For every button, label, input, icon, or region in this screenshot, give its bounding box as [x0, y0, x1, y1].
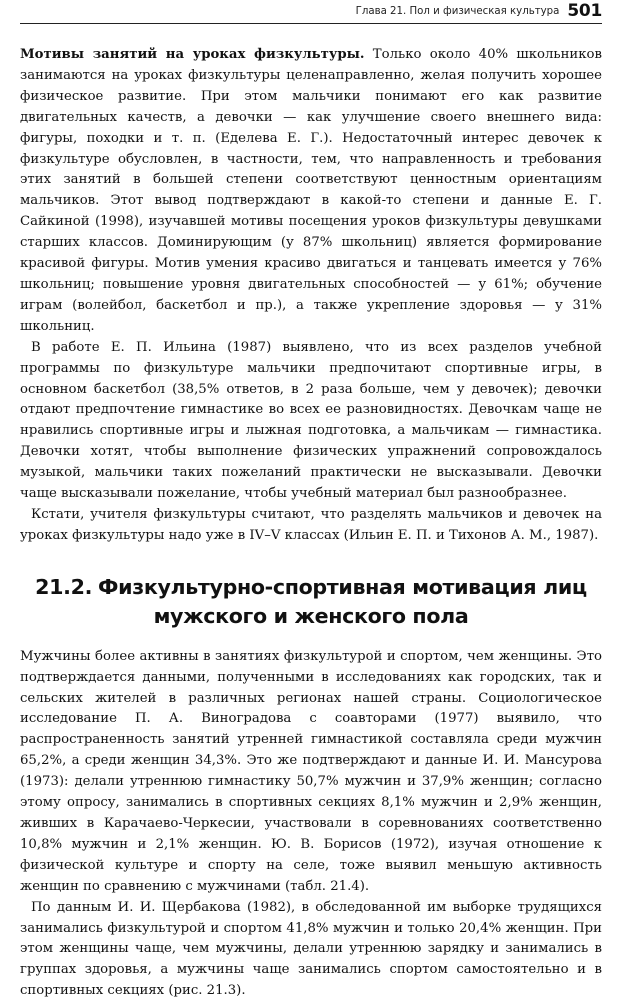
intro-text [20, 45, 602, 547]
paragraph: Мужчины более активны в занятиях физкультурой и спортом, чем женщины. Это подтверждается данными, полученными в исследованиях как городских, так и сельских жителей в различных регионах нашей страны. Социологическое исследование П. А. Виноградова с соавторами (1977) выявило, что распространенность занятий утренней гимнастикой составляла среди мужчин 65,2%, а среди женщин 34,3%. Это же подтверждают и данные И. И. Мансурова (1973): делали утреннюю гимнастику 50,7% мужчин и 37,9% женщин; согласно этому опросу, занимались в спортивных секциях 8,1% мужчин и 2,9% женщин, живших в Карачаево-Черкесии, участвовали в соревнованиях соответственно 10,8% мужчин и 2,1% женщин. Ю. В. Борисов (1972), изучая отношение к физической культуре и спорту на селе, тоже выявил меньшую активность женщин по сравнению с мужчинами (табл. 21.4). [20, 648, 602, 894]
section-text [20, 647, 602, 1002]
section-title-line-2: мужского и женского пола [153, 603, 469, 628]
paragraph: Кстати, учителя физкультуры считают, что разделять мальчиков и девочек на уроках физкультуры надо уже в IV–V классах (Ильин Е. П. и Тихонов А. М., 1987). [20, 506, 602, 543]
section-heading [20, 573, 602, 631]
paragraph-text: Только около 40% школьников занимаются на уроках физкультуры целенаправленно, желая получить хорошее физическое развитие. При этом мальчики понимают его как развитие двигательных качеств, а девочки — как улучшение своего внешнего вида: фигуры, походки и т. п. (Еделева Е. Г.). Недостаточный интерес девочек к физкультуре обусловлен, в частности, тем, что направленность и требования этих занятий в большей степени соответствуют ценностным ориентациям мальчиков. Этот вывод подтверждают в какой-то степени и данные Е. Г. Сайкиной (1998), изучавшей мотивы посещения уроков физкультуры девушками старших классов. Доминирующим (у 87% школьниц) является формирование красивой фигуры. Мотив умения красиво двигаться и танцевать имеется у 76% школьниц; повышение уровня двигательных способностей — у 61%; обучение играм (волейбол, баскетбол и пр.), а также укрепление здоровья — у 31% школьниц. [20, 47, 602, 334]
paragraph: В работе Е. П. Ильина (1987) выявлено, что из всех разделов учебной программы по физкультуре мальчики предпочитают спортивные игры, в основном баскетбол (38,5% ответов, в 2 раза больше, чем у девочек); девочки отдают предпочтение гимнастике во всех ее разновидностях. Девочкам чаще не нравились спортивные игры и лыжная подготовка, а мальчикам — гимнастика. Девочки хотят, чтобы выполнение физических упражнений сопровождалось музыкой, мальчики таких пожеланий практически не высказывали. Девочки чаще высказывали пожелание, чтобы учебный материал был разнообразнее. [20, 339, 602, 502]
paragraph: По данным И. И. Щербакова (1982), в обследованной им выборке трудящихся занимались физкультурой и спортом 41,8% мужчин и только 20,4% женщин. При этом женщины чаще, чем мужчины, делали утреннюю зарядку и занимались в группах здоровья, а мужчины чаще занимались спортом самостоятельно и в спортивных секциях (рис. 21.3). [20, 899, 602, 999]
run-in-heading: Мотивы занятий на уроках физкультуры. [20, 47, 365, 62]
paragraph [20, 45, 602, 338]
page-number: 501 [567, 1, 602, 21]
section-title-line-1: Физкультурно-спортивная мотивация лиц [98, 574, 587, 599]
running-head [20, 2, 602, 20]
chapter-title: Глава 21. Пол и физическая культура [355, 5, 560, 17]
section-number: 21.2. [35, 574, 93, 599]
header-rule [20, 23, 602, 24]
